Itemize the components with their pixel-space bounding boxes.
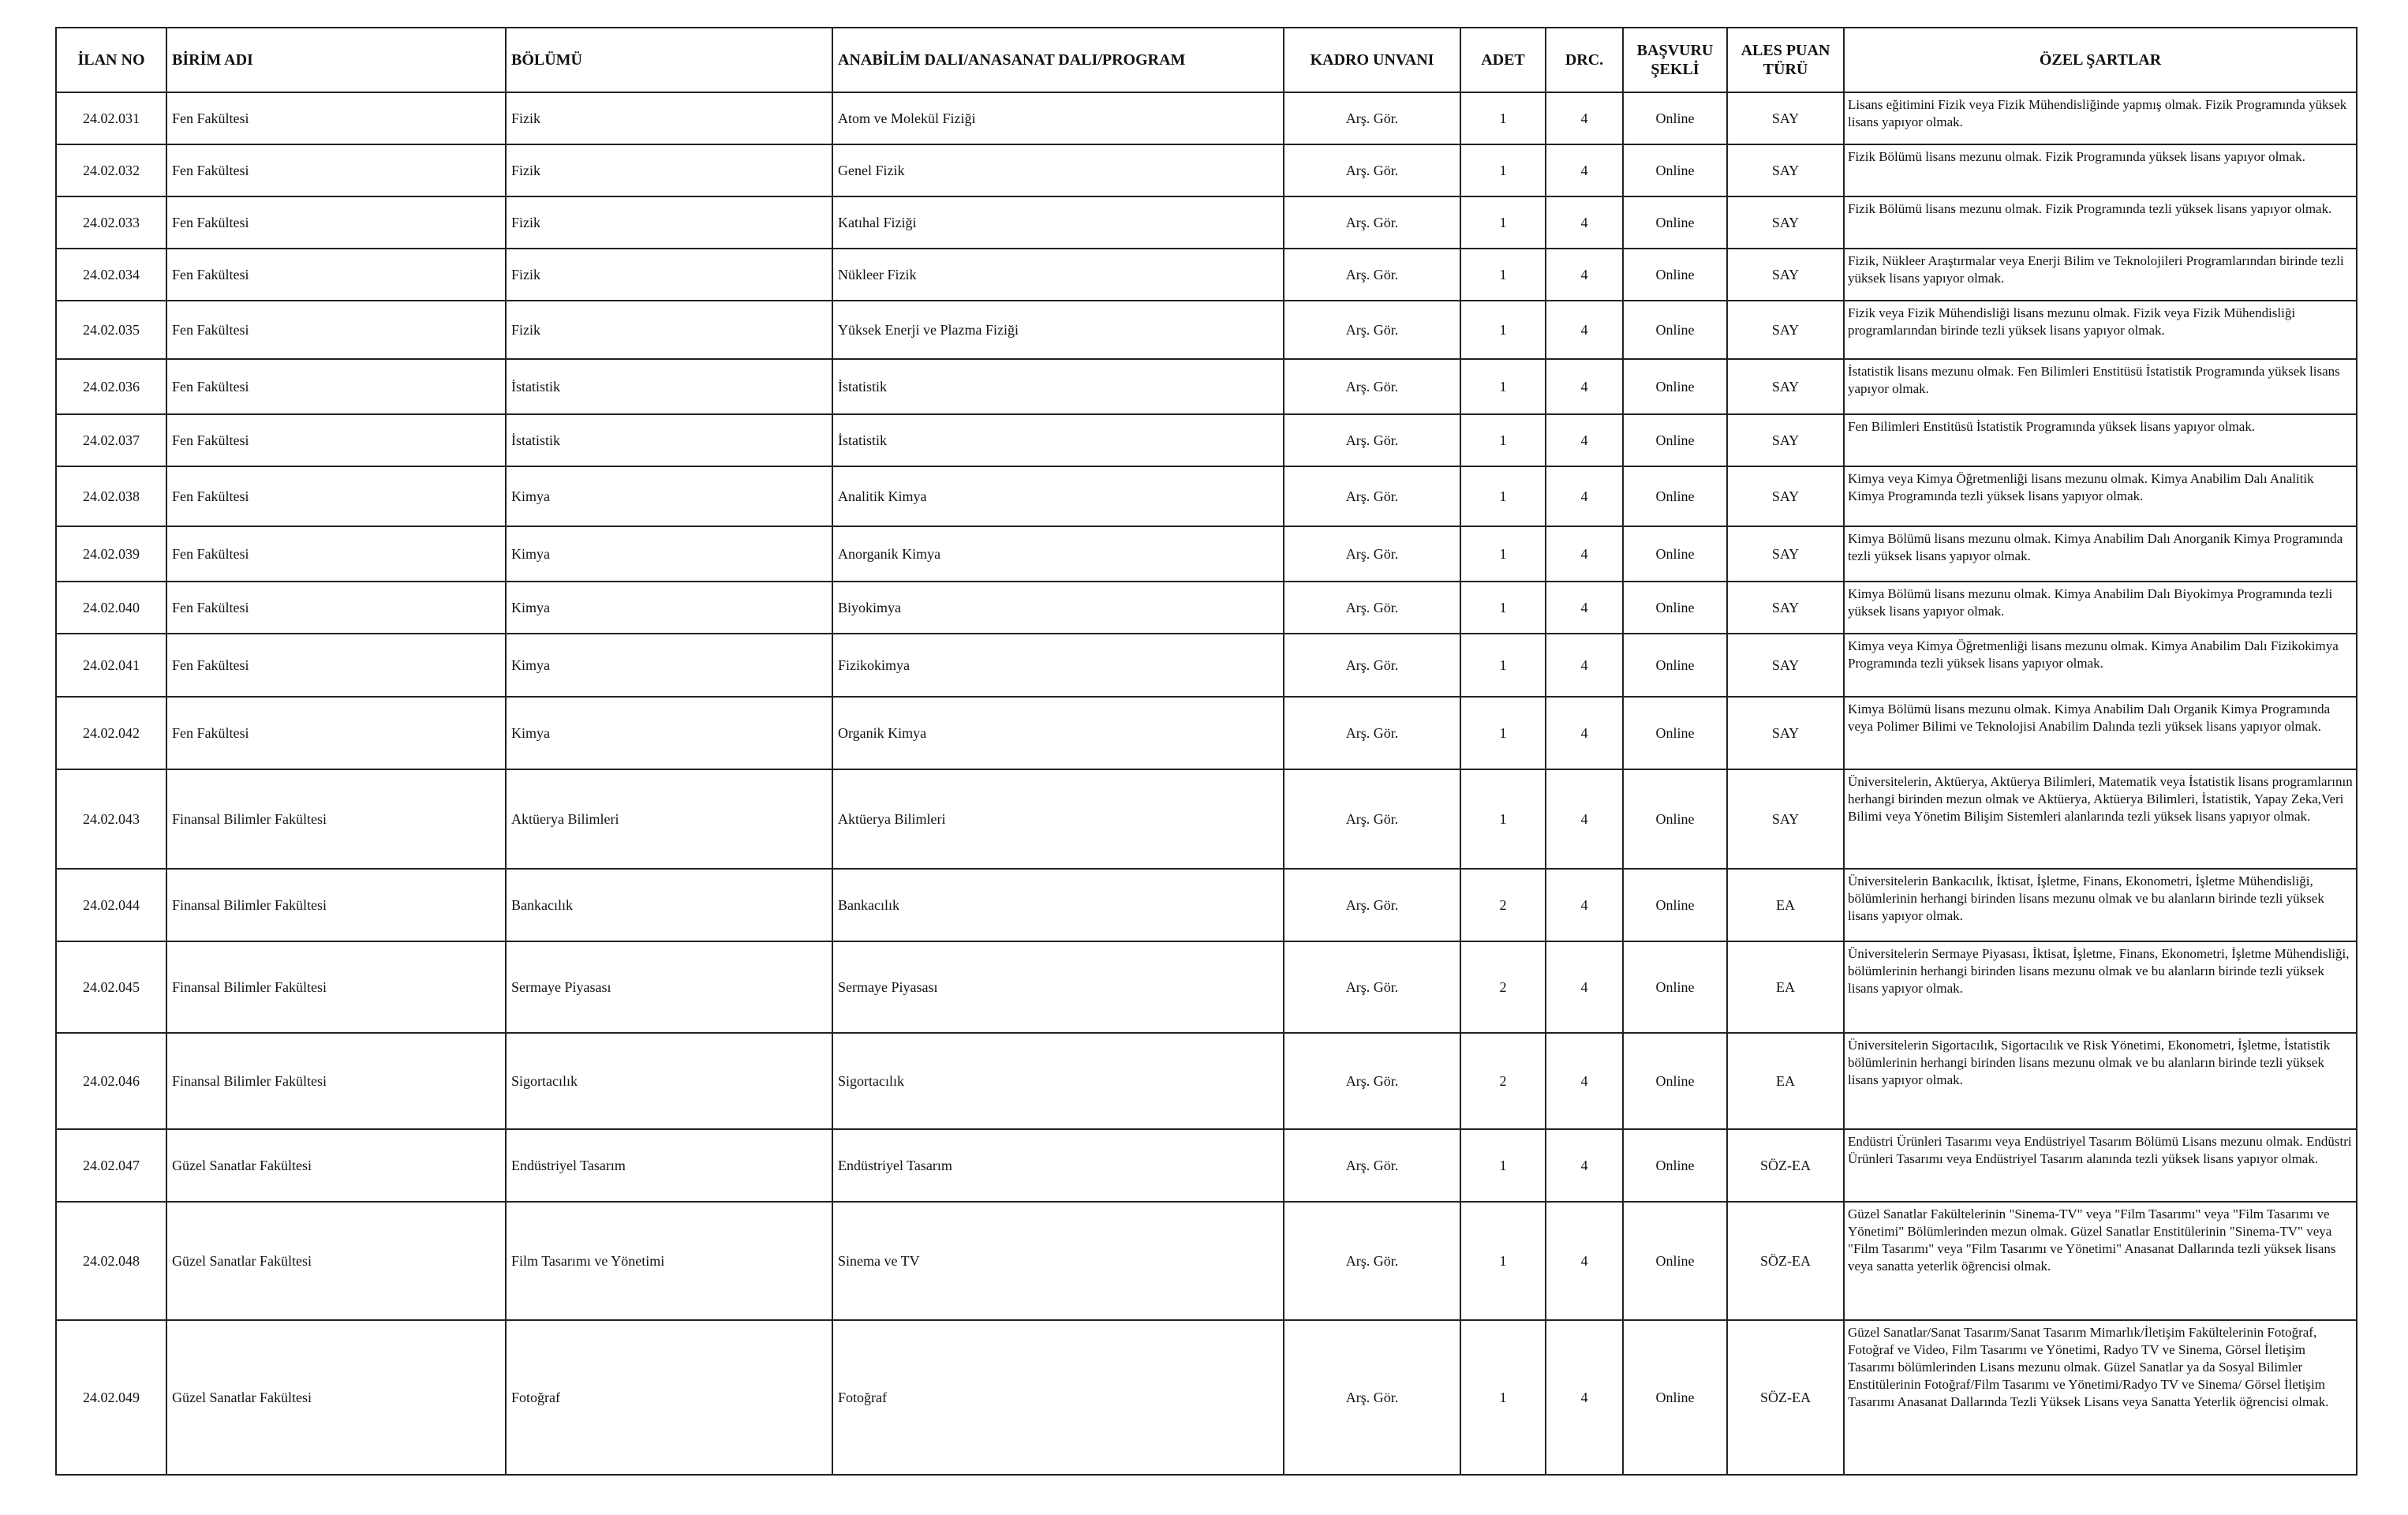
cell-drc: 4 [1546,414,1623,466]
cell-basvuru-sekli: Online [1623,1320,1727,1475]
cell-adet: 2 [1460,1033,1546,1129]
cell-kadro-unvani: Arş. Gör. [1284,1202,1460,1320]
cell-ozel-sartlar: Fizik, Nükleer Araştırmalar veya Enerji Bilim ve Teknolojileri Programlarından birinde tezli yüksek lisans yapıyor olmak. [1844,249,2357,301]
cell-ozel-sartlar: Kimya veya Kimya Öğretmenliği lisans mezunu olmak. Kimya Anabilim Dalı Fizikokimya Programında tezli yüksek lisans yapıyor olmak. [1844,634,2357,697]
cell-anabilim: Fizikokimya [832,634,1284,697]
cell-bolumu: Endüstriyel Tasarım [506,1129,832,1202]
cell-ilan-no: 24.02.040 [56,582,166,634]
cell-bolumu: Film Tasarımı ve Yönetimi [506,1202,832,1320]
cell-ales-puan-turu: SÖZ-EA [1727,1202,1844,1320]
cell-ilan-no: 24.02.032 [56,144,166,196]
cell-drc: 4 [1546,1202,1623,1320]
cell-anabilim: Sinema ve TV [832,1202,1284,1320]
cell-ilan-no: 24.02.033 [56,196,166,249]
cell-drc: 4 [1546,1129,1623,1202]
cell-anabilim: Analitik Kimya [832,466,1284,526]
cell-ilan-no: 24.02.039 [56,526,166,582]
cell-anabilim: Yüksek Enerji ve Plazma Fiziği [832,301,1284,359]
cell-ales-puan-turu: EA [1727,869,1844,941]
cell-ales-puan-turu: SAY [1727,466,1844,526]
cell-bolumu: Bankacılık [506,869,832,941]
cell-ales-puan-turu: SAY [1727,526,1844,582]
cell-anabilim: Bankacılık [832,869,1284,941]
cell-ozel-sartlar: Fizik Bölümü lisans mezunu olmak. Fizik Programında yüksek lisans yapıyor olmak. [1844,144,2357,196]
cell-ozel-sartlar: Üniversitelerin Sermaye Piyasası, İktisat, İşletme, Finans, Ekonometri, İşletme Mühendisliği, bölümlerinin herhangi birinden lisans mezunu olmak ve bu alanların birinde tezli yüksek lisans yapıyor olmak. [1844,941,2357,1033]
cell-ales-puan-turu: SAY [1727,92,1844,144]
cell-adet: 1 [1460,1320,1546,1475]
header-kadro-unvani: KADRO UNVANI [1284,28,1460,92]
cell-bolumu: Fotoğraf [506,1320,832,1475]
cell-basvuru-sekli: Online [1623,466,1727,526]
cell-drc: 4 [1546,196,1623,249]
cell-bolumu: Aktüerya Bilimleri [506,769,832,869]
cell-birim-adi: Güzel Sanatlar Fakültesi [166,1320,506,1475]
cell-birim-adi: Güzel Sanatlar Fakültesi [166,1129,506,1202]
cell-kadro-unvani: Arş. Gör. [1284,1129,1460,1202]
cell-ilan-no: 24.02.045 [56,941,166,1033]
table-row [56,697,2357,769]
cell-basvuru-sekli: Online [1623,1033,1727,1129]
cell-ales-puan-turu: SÖZ-EA [1727,1129,1844,1202]
cell-ozel-sartlar: Üniversitelerin Sigortacılık, Sigortacılık ve Risk Yönetimi, Ekonometri, İşletme, İstatistik bölümlerinin herhangi birinden lisans mezunu olmak ve bu alanların birinde tezli yüksek lisans yapıyor olmak. [1844,1033,2357,1129]
cell-drc: 4 [1546,1320,1623,1475]
header-ilan-no: İLAN NO [56,28,166,92]
cell-drc: 4 [1546,582,1623,634]
cell-adet: 1 [1460,526,1546,582]
table-header [56,28,2357,92]
cell-kadro-unvani: Arş. Gör. [1284,92,1460,144]
cell-adet: 1 [1460,301,1546,359]
cell-drc: 4 [1546,359,1623,414]
cell-ilan-no: 24.02.038 [56,466,166,526]
cell-ales-puan-turu: SAY [1727,414,1844,466]
job-listing-document [55,27,2356,1476]
cell-kadro-unvani: Arş. Gör. [1284,249,1460,301]
cell-ales-puan-turu: SAY [1727,144,1844,196]
cell-ilan-no: 24.02.048 [56,1202,166,1320]
table-row [56,526,2357,582]
cell-adet: 1 [1460,634,1546,697]
cell-bolumu: Fizik [506,144,832,196]
cell-birim-adi: Fen Fakültesi [166,301,506,359]
cell-birim-adi: Fen Fakültesi [166,582,506,634]
cell-basvuru-sekli: Online [1623,249,1727,301]
cell-ozel-sartlar: Fizik Bölümü lisans mezunu olmak. Fizik Programında tezli yüksek lisans yapıyor olmak. [1844,196,2357,249]
header-ales-puan-turu: ALES PUAN TÜRÜ [1727,28,1844,92]
cell-anabilim: Sigortacılık [832,1033,1284,1129]
cell-birim-adi: Finansal Bilimler Fakültesi [166,941,506,1033]
cell-drc: 4 [1546,92,1623,144]
cell-anabilim: İstatistik [832,414,1284,466]
cell-basvuru-sekli: Online [1623,1129,1727,1202]
cell-adet: 2 [1460,869,1546,941]
cell-adet: 1 [1460,92,1546,144]
cell-anabilim: Endüstriyel Tasarım [832,1129,1284,1202]
header-drc: DRC. [1546,28,1623,92]
cell-anabilim: İstatistik [832,359,1284,414]
cell-anabilim: Fotoğraf [832,1320,1284,1475]
cell-adet: 1 [1460,697,1546,769]
cell-basvuru-sekli: Online [1623,769,1727,869]
cell-bolumu: Sermaye Piyasası [506,941,832,1033]
cell-ales-puan-turu: SAY [1727,196,1844,249]
cell-ozel-sartlar: Güzel Sanatlar/Sanat Tasarım/Sanat Tasarım Mimarlık/İletişim Fakültelerinin Fotoğraf, Fotoğraf ve Video, Film Tasarımı ve Yönetimi, Radyo TV ve Sinema, Görsel İletişim Tasarımı bölümlerinden Lisans mezunu olmak. Güzel Sanatlar ya da Sosyal Bilimler Enstitülerinin Fotoğraf/Film Tasarımı ve Yönetimi/Radyo TV ve Sinema/ Görsel İletişim Tasarımı Anasanat Dallarında Tezli Yüksek Lisans veya Sanatta Yeterlik öğrencisi olmak. [1844,1320,2357,1475]
cell-kadro-unvani: Arş. Gör. [1284,359,1460,414]
cell-ales-puan-turu: EA [1727,941,1844,1033]
cell-basvuru-sekli: Online [1623,526,1727,582]
cell-adet: 1 [1460,466,1546,526]
cell-ozel-sartlar: Fen Bilimleri Enstitüsü İstatistik Programında yüksek lisans yapıyor olmak. [1844,414,2357,466]
cell-birim-adi: Finansal Bilimler Fakültesi [166,769,506,869]
cell-ilan-no: 24.02.047 [56,1129,166,1202]
table-row [56,249,2357,301]
cell-adet: 1 [1460,249,1546,301]
cell-drc: 4 [1546,634,1623,697]
cell-birim-adi: Fen Fakültesi [166,634,506,697]
cell-ilan-no: 24.02.036 [56,359,166,414]
cell-birim-adi: Fen Fakültesi [166,414,506,466]
cell-anabilim: Biyokimya [832,582,1284,634]
table-row [56,1202,2357,1320]
cell-ozel-sartlar: Kimya veya Kimya Öğretmenliği lisans mezunu olmak. Kimya Anabilim Dalı Analitik Kimya Programında tezli yüksek lisans yapıyor olmak. [1844,466,2357,526]
cell-basvuru-sekli: Online [1623,941,1727,1033]
cell-kadro-unvani: Arş. Gör. [1284,1320,1460,1475]
cell-kadro-unvani: Arş. Gör. [1284,769,1460,869]
cell-birim-adi: Fen Fakültesi [166,196,506,249]
cell-bolumu: Kimya [506,634,832,697]
cell-adet: 1 [1460,414,1546,466]
cell-birim-adi: Fen Fakültesi [166,697,506,769]
cell-ilan-no: 24.02.042 [56,697,166,769]
cell-drc: 4 [1546,249,1623,301]
table-row [56,196,2357,249]
cell-birim-adi: Fen Fakültesi [166,92,506,144]
cell-ales-puan-turu: EA [1727,1033,1844,1129]
cell-kadro-unvani: Arş. Gör. [1284,634,1460,697]
cell-ilan-no: 24.02.049 [56,1320,166,1475]
cell-kadro-unvani: Arş. Gör. [1284,196,1460,249]
cell-ilan-no: 24.02.041 [56,634,166,697]
cell-basvuru-sekli: Online [1623,869,1727,941]
cell-drc: 4 [1546,869,1623,941]
cell-adet: 1 [1460,582,1546,634]
cell-basvuru-sekli: Online [1623,414,1727,466]
cell-kadro-unvani: Arş. Gör. [1284,466,1460,526]
cell-ozel-sartlar: Fizik veya Fizik Mühendisliği lisans mezunu olmak. Fizik veya Fizik Mühendisliği programlarından birinde tezli yüksek lisans yapıyor olmak. [1844,301,2357,359]
cell-ales-puan-turu: SAY [1727,359,1844,414]
table-row [56,1129,2357,1202]
cell-drc: 4 [1546,144,1623,196]
cell-ales-puan-turu: SAY [1727,582,1844,634]
cell-ozel-sartlar: Kimya Bölümü lisans mezunu olmak. Kimya Anabilim Dalı Anorganik Kimya Programında tezli yüksek lisans yapıyor olmak. [1844,526,2357,582]
table-row [56,1033,2357,1129]
cell-bolumu: Kimya [506,582,832,634]
cell-kadro-unvani: Arş. Gör. [1284,144,1460,196]
cell-drc: 4 [1546,941,1623,1033]
cell-kadro-unvani: Arş. Gör. [1284,941,1460,1033]
cell-ilan-no: 24.02.046 [56,1033,166,1129]
cell-adet: 1 [1460,1129,1546,1202]
cell-drc: 4 [1546,466,1623,526]
cell-basvuru-sekli: Online [1623,634,1727,697]
cell-adet: 2 [1460,941,1546,1033]
cell-ilan-no: 24.02.035 [56,301,166,359]
cell-kadro-unvani: Arş. Gör. [1284,526,1460,582]
cell-basvuru-sekli: Online [1623,301,1727,359]
cell-basvuru-sekli: Online [1623,1202,1727,1320]
cell-bolumu: Fizik [506,301,832,359]
cell-birim-adi: Finansal Bilimler Fakültesi [166,1033,506,1129]
table-row [56,941,2357,1033]
header-ozel-sartlar: ÖZEL ŞARTLAR [1844,28,2357,92]
cell-ilan-no: 24.02.031 [56,92,166,144]
cell-ilan-no: 24.02.034 [56,249,166,301]
cell-adet: 1 [1460,359,1546,414]
cell-ilan-no: 24.02.044 [56,869,166,941]
header-basvuru-sekli: BAŞVURU ŞEKLİ [1623,28,1727,92]
header-anabilim: ANABİLİM DALI/ANASANAT DALI/PROGRAM [832,28,1284,92]
cell-ozel-sartlar: Endüstri Ürünleri Tasarımı veya Endüstriyel Tasarım Bölümü Lisans mezunu olmak. Endüstri Ürünleri Tasarımı veya Endüstriyel Tasarım alanında tezli yüksek lisans yapıyor olmak. [1844,1129,2357,1202]
cell-ales-puan-turu: SÖZ-EA [1727,1320,1844,1475]
cell-bolumu: Fizik [506,196,832,249]
cell-bolumu: İstatistik [506,414,832,466]
cell-basvuru-sekli: Online [1623,359,1727,414]
cell-anabilim: Sermaye Piyasası [832,941,1284,1033]
cell-ales-puan-turu: SAY [1727,634,1844,697]
table-row [56,301,2357,359]
table-row [56,359,2357,414]
cell-drc: 4 [1546,301,1623,359]
cell-ozel-sartlar: Kimya Bölümü lisans mezunu olmak. Kimya Anabilim Dalı Organik Kimya Programında veya Polimer Bilimi ve Teknolojisi Anabilim Dalında tezli yüksek lisans yapıyor olmak. [1844,697,2357,769]
cell-ozel-sartlar: Güzel Sanatlar Fakültelerinin "Sinema-TV" veya "Film Tasarımı" veya "Film Tasarımı ve Yönetimi" Bölümlerinden mezun olmak. Güzel Sanatlar Enstitülerinin "Sinema-TV" veya "Film Tasarımı" veya "Film Tasarımı ve Yönetimi" Anasanat Dallarında tezli yüksek lisans veya sanatta yeterlik öğrencisi olmak. [1844,1202,2357,1320]
table-row [56,414,2357,466]
header-adet: ADET [1460,28,1546,92]
cell-basvuru-sekli: Online [1623,196,1727,249]
cell-drc: 4 [1546,769,1623,869]
cell-kadro-unvani: Arş. Gör. [1284,301,1460,359]
cell-kadro-unvani: Arş. Gör. [1284,414,1460,466]
cell-drc: 4 [1546,526,1623,582]
cell-bolumu: Kimya [506,697,832,769]
cell-bolumu: Sigortacılık [506,1033,832,1129]
cell-birim-adi: Finansal Bilimler Fakültesi [166,869,506,941]
cell-drc: 4 [1546,697,1623,769]
cell-birim-adi: Fen Fakültesi [166,466,506,526]
cell-basvuru-sekli: Online [1623,92,1727,144]
cell-bolumu: Kimya [506,466,832,526]
cell-kadro-unvani: Arş. Gör. [1284,869,1460,941]
cell-birim-adi: Fen Fakültesi [166,144,506,196]
cell-adet: 1 [1460,144,1546,196]
table-row [56,144,2357,196]
cell-bolumu: Kimya [506,526,832,582]
cell-birim-adi: Fen Fakültesi [166,359,506,414]
cell-anabilim: Katıhal Fiziği [832,196,1284,249]
cell-anabilim: Genel Fizik [832,144,1284,196]
job-listing-table [55,27,2358,1476]
cell-birim-adi: Güzel Sanatlar Fakültesi [166,1202,506,1320]
header-birim-adi: BİRİM ADI [166,28,506,92]
table-row [56,869,2357,941]
table-row [56,92,2357,144]
cell-ales-puan-turu: SAY [1727,697,1844,769]
cell-kadro-unvani: Arş. Gör. [1284,1033,1460,1129]
cell-ales-puan-turu: SAY [1727,769,1844,869]
cell-ozel-sartlar: Üniversitelerin, Aktüerya, Aktüerya Bilimleri, Matematik veya İstatistik lisans programlarının herhangi birinden mezun olmak ve Aktüerya, Aktüerya Bilimleri, İstatistik, Yapay Zeka,Veri Bilimi veya Yönetim Bilişim Sistemleri alanlarında tezli yüksek lisans yapıyor olmak. [1844,769,2357,869]
table-row [56,769,2357,869]
cell-ales-puan-turu: SAY [1727,301,1844,359]
cell-birim-adi: Fen Fakültesi [166,249,506,301]
cell-kadro-unvani: Arş. Gör. [1284,697,1460,769]
cell-ilan-no: 24.02.043 [56,769,166,869]
table-row [56,634,2357,697]
cell-anabilim: Aktüerya Bilimleri [832,769,1284,869]
table-row [56,466,2357,526]
cell-basvuru-sekli: Online [1623,144,1727,196]
cell-ozel-sartlar: Üniversitelerin Bankacılık, İktisat, İşletme, Finans, Ekonometri, İşletme Mühendisliği, bölümlerinin herhangi birinden lisans mezunu olmak ve bu alanların birinde tezli yüksek lisans yapıyor olmak. [1844,869,2357,941]
cell-bolumu: İstatistik [506,359,832,414]
cell-anabilim: Nükleer Fizik [832,249,1284,301]
table-row [56,1320,2357,1475]
cell-birim-adi: Fen Fakültesi [166,526,506,582]
cell-ozel-sartlar: Kimya Bölümü lisans mezunu olmak. Kimya Anabilim Dalı Biyokimya Programında tezli yüksek lisans yapıyor olmak. [1844,582,2357,634]
cell-adet: 1 [1460,1202,1546,1320]
cell-ozel-sartlar: İstatistik lisans mezunu olmak. Fen Bilimleri Enstitüsü İstatistik Programında yüksek lisans yapıyor olmak. [1844,359,2357,414]
table-body [56,92,2357,1475]
cell-drc: 4 [1546,1033,1623,1129]
cell-adet: 1 [1460,196,1546,249]
cell-kadro-unvani: Arş. Gör. [1284,582,1460,634]
cell-basvuru-sekli: Online [1623,697,1727,769]
cell-ales-puan-turu: SAY [1727,249,1844,301]
cell-adet: 1 [1460,769,1546,869]
cell-anabilim: Anorganik Kimya [832,526,1284,582]
cell-anabilim: Organik Kimya [832,697,1284,769]
cell-ilan-no: 24.02.037 [56,414,166,466]
table-row [56,582,2357,634]
header-bolumu: BÖLÜMÜ [506,28,832,92]
cell-anabilim: Atom ve Molekül Fiziği [832,92,1284,144]
cell-ozel-sartlar: Lisans eğitimini Fizik veya Fizik Mühendisliğinde yapmış olmak. Fizik Programında yüksek lisans yapıyor olmak. [1844,92,2357,144]
cell-bolumu: Fizik [506,249,832,301]
cell-basvuru-sekli: Online [1623,582,1727,634]
cell-bolumu: Fizik [506,92,832,144]
